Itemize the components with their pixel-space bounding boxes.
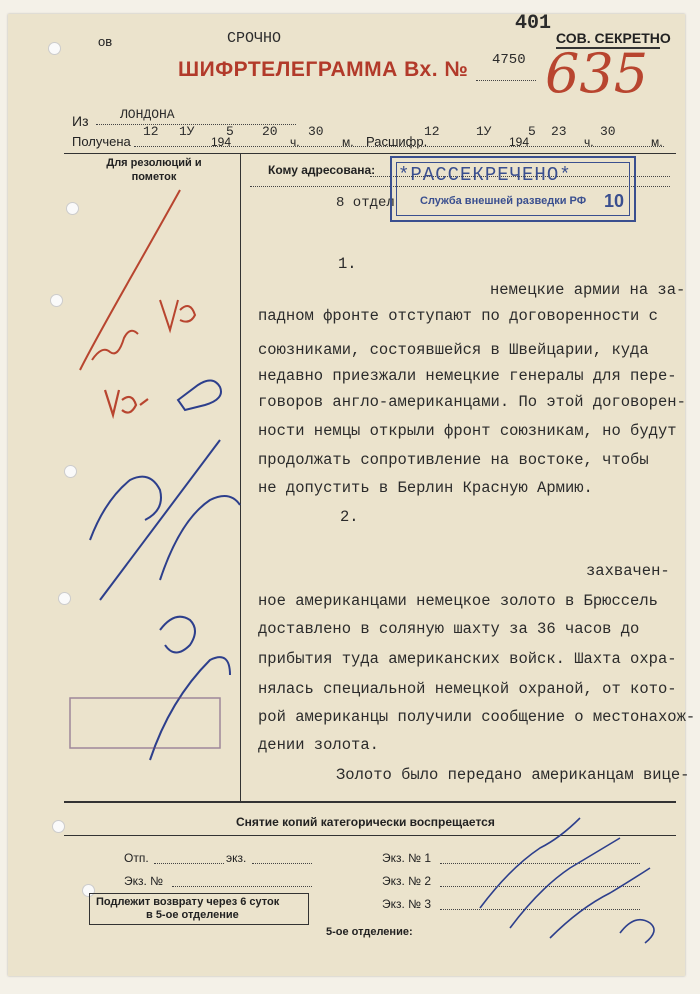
- body-line: не допустить в Берлин Красную Армию.: [258, 479, 593, 497]
- body-line: рой американцы получили сообщение о местонахож-: [258, 708, 696, 726]
- copy-1-label: Экз. № 1: [382, 851, 432, 865]
- declassified-text: *РАССЕКРЕЧЕНО*: [398, 164, 572, 186]
- body-line: недавно приезжали немецкие генералы для пере-: [258, 367, 677, 385]
- ekz-label: экз.: [226, 851, 247, 865]
- deciphered-label: Расшифр.: [366, 134, 428, 149]
- from-label: Из: [72, 113, 89, 129]
- no-copy-notice: Снятие копий категорически воспрещается: [236, 815, 495, 829]
- dec-year: 5: [528, 124, 536, 139]
- body-line: дении золота.: [258, 736, 379, 754]
- received-label: Получена: [72, 134, 131, 149]
- otp-label: Отп.: [124, 851, 149, 865]
- dec-hour-label: ч.: [584, 135, 594, 149]
- body-line: продолжать сопротивление на востоке, чтобы: [258, 451, 649, 469]
- body-line: говоров англо-американцами. По этой договорен-: [258, 393, 686, 411]
- dec-hour: 23: [551, 124, 567, 139]
- handwritten-footer-note: [470, 808, 680, 948]
- paragraph-number: 1.: [338, 255, 357, 273]
- body-line: падном фронте отступают по договоренности с: [258, 307, 658, 325]
- dec-min-label: м.: [651, 135, 663, 149]
- addressee-value: 8 отдел: [336, 195, 395, 211]
- body-line: ности немцы открыли фронт союзникам, но будут: [258, 422, 677, 440]
- body-line: ное американцами немецкое золото в Брюссель: [258, 592, 658, 610]
- dec-day: 12: [424, 124, 440, 139]
- punch-hole: [48, 42, 61, 55]
- return-line-2: в 5-ое отделение: [146, 909, 239, 921]
- body-line: захвачен-: [586, 562, 670, 580]
- resolution-label: Для резолюций и пометок: [106, 157, 202, 183]
- dec-year-prefix: 194: [509, 135, 530, 149]
- dec-min: 30: [600, 124, 616, 139]
- addressee-label: Кому адресована:: [268, 163, 376, 177]
- declassified-stamp: [390, 156, 636, 222]
- body-line: союзниками, состоявшейся в Швейцарии, куда: [258, 341, 649, 359]
- received-year-prefix: 194: [211, 135, 232, 149]
- copy-2-label: Экз. № 2: [382, 874, 432, 888]
- top-number: 401: [515, 12, 552, 35]
- return-line-1: Подлежит возврату через 6 суток: [96, 896, 280, 908]
- body-line: доставлено в соляную шахту за 36 часов до: [258, 620, 640, 638]
- received-hour: 20: [262, 124, 278, 139]
- incoming-number: 4750: [492, 52, 526, 68]
- declassified-service: Служба внешней разведки РФ: [420, 195, 587, 207]
- urgent-label: СРОЧНО: [227, 30, 282, 47]
- copy-3-label: Экз. № 3: [382, 897, 432, 911]
- header-ov: ов: [98, 34, 113, 49]
- paragraph-number: 2.: [340, 508, 359, 526]
- body-line: прибытия туда американских войск. Шахта охра-: [258, 650, 677, 668]
- department-label: 5-ое отделение:: [326, 926, 413, 938]
- punch-hole: [52, 820, 65, 833]
- received-month: 1У: [179, 124, 195, 139]
- dec-month: 1У: [476, 124, 492, 139]
- secrecy-stamp: СОВ. СЕКРЕТНО: [556, 30, 671, 46]
- min-label: м.: [342, 135, 354, 149]
- received-min: 30: [308, 124, 324, 139]
- from-value: ЛОНДОНА: [120, 107, 175, 122]
- received-day: 12: [143, 124, 159, 139]
- body-line: немецкие армии на за-: [490, 281, 686, 299]
- hour-label: ч.: [290, 135, 300, 149]
- red-handwritten-number: 635: [545, 42, 649, 105]
- declassified-number: 10: [604, 191, 625, 211]
- ekz-no-label: Экз. №: [124, 874, 164, 888]
- return-notice-box: [89, 893, 309, 925]
- body-line: Золото было передано американцам вице-: [336, 766, 690, 784]
- received-year: 5: [226, 124, 234, 139]
- handwritten-annotations: [60, 160, 250, 810]
- document-title: ШИФРТЕЛЕГРАММА Вх. №: [178, 58, 469, 81]
- body-line: нялась специальной немецкой охраной, от кото-: [258, 680, 677, 698]
